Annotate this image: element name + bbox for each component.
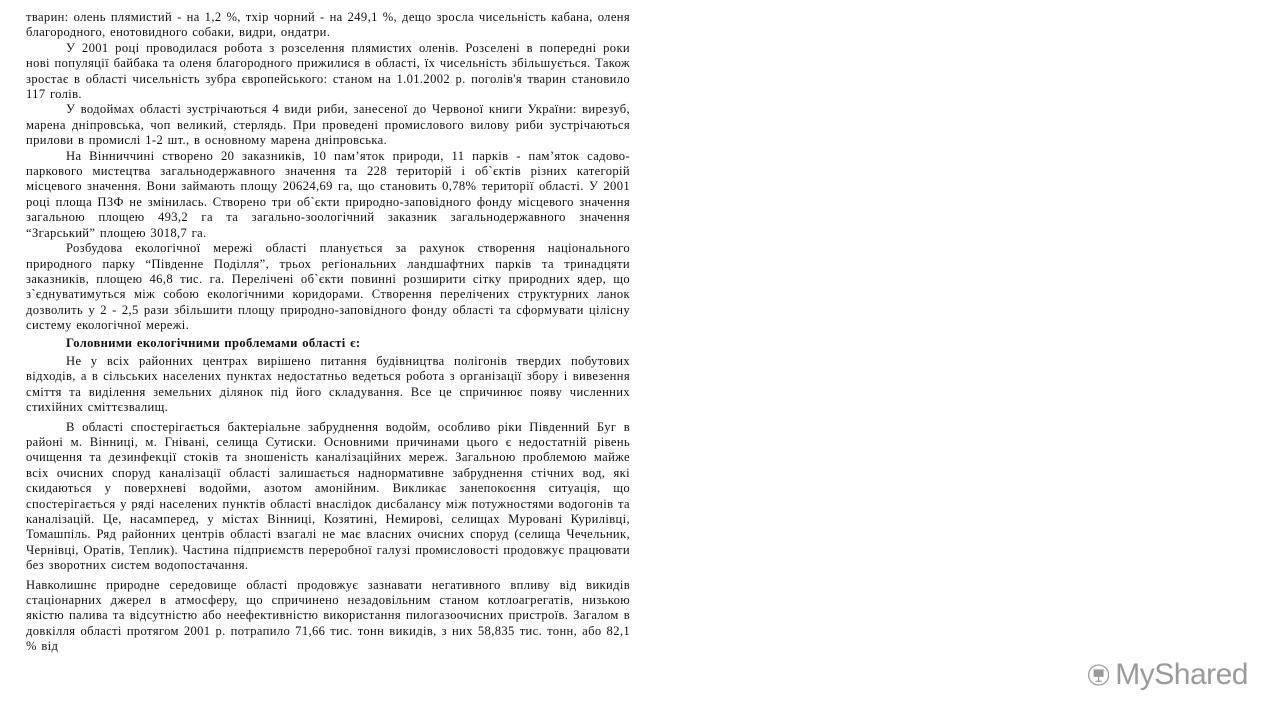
document-body — [26, 10, 630, 655]
paragraph-animals: тварин: олень плямистий - на 1,2 %, тхір чорний - на 249,1 %, дещо зросла чисельність кабана, оленя благородного, енотовидного собаки, видри, ондатри. — [26, 10, 630, 40]
paragraph-air-pollution: Навколишнє природне середовище області продовжує зазнавати негативного впливу від викидів стаціонарних джерел в атмосферу, що спричинено незадовільним станом котлоагрегатів, низькою якістю палива та відсутністю або неефективністю використання пилогазоочисних пристроїв. Загалом в довкілля області протягом 2001 р. потрапило 71,66 тис. тонн викидів, з них 58,835 тис. тонн, або 82,1 % від — [26, 577, 630, 654]
paragraph-ecological-network: Розбудова екологічної мережі області планується за рахунок створення національного природного парку “Південне Поділля”, трьох регіональних ландшафтних парків та тринадцяти заказників, площею 46,8 тис. га. Перелічені об`єкти повинні розширити сітку природних ядер, що з`єднуватимуться між собою екологічними коридорами. Створення перелічених структурних ланок дозволить у 2 - 2,5 рази збільшити площу природно-заповідного фонду області та сформувати цілісну систему екологічної мережі. — [26, 241, 630, 333]
paragraph-protected-areas: На Вінниччині створено 20 заказників, 10 пам’яток природи, 11 парків - пам’яток садово-паркового мистецтва загальнодержавного значення та 228 територій і об`єктів різних категорій місцевого значення. Вони займають площу 20624,69 га, що становить 0,78% території області. У 2001 році площа ПЗФ не змінилась. Створено три об`єкти природно-заповідного фонду місцевого значення загальною площею 493,2 га та загально-зоологічний заказник загальнодержавного значення “Згарський” площею 3018,7 га. — [26, 148, 630, 240]
projector-screen-icon — [1088, 658, 1109, 692]
watermark-text: MyShared — [1115, 658, 1248, 691]
myshared-watermark — [1088, 656, 1248, 694]
paragraph-red-book-fish: У водоймах області зустрічаються 4 види риби, занесеної до Червоної книги України: вирезуб, марена дніпровська, чоп великий, стерлядь. При проведені промислового вилову риби зустрічаються прилови в промислі 1-2 шт., в основному марена дніпровська. — [26, 102, 630, 148]
paragraph-water-pollution: В області спостерігається бактеріальне забруднення водойм, особливо ріки Південний Буг в районі м. Вінниці, м. Гнівані, селища Сутиски. Основними причинами цього є недостатній рівень очищення та дезинфекції стоків та зношеність каналізаційних мереж. Загальною проблемою майже всіх очисних споруд каналізації області залишається наднормативне забруднення стічних вод, які скидаються у поверхневі водойми, азотом амонійним. Викликає занепокоєння ситуація, що спостерігається у ряді населених пунктів області внаслідок дисбалансу між потужностями водогонів та каналізацій. Це, насамперед, у містах Вінниці, Козятині, Немирові, селищах Муровані Курилівці, Томашпіль. Ряд районних центрів області взагалі не має власних очисних споруд (селища Чечельник, Чернівці, Оратів, Теплик). Частина підприємств переробної галузі промисловості продовжує працювати без зворотних систем водопостачання. — [26, 419, 630, 573]
section-heading-problems: Головними екологічними проблемами області є: — [66, 335, 361, 350]
paragraph-waste: Не у всіх районних центрах вирішено питання будівництва полігонів твердих побутових відходів, а в сільських населених пунктах недостатньо ведеться робота з організації збору і вивезення сміття та виділення земельних ділянок під його складування. Все це спричинює появу численних стихійних сміттєзвалищ. — [26, 353, 630, 415]
paragraph-deer-resettlement: У 2001 році проводилася робота з розселення плямистих оленів. Розселені в попередні роки нові популяції байбака та оленя благородного прижилися в області, їх чисельність збільшується. Також зростає в області чисельність зубра європейського: станом на 1.01.2002 р. поголів'я тварин становило 117 голів. — [26, 40, 630, 102]
